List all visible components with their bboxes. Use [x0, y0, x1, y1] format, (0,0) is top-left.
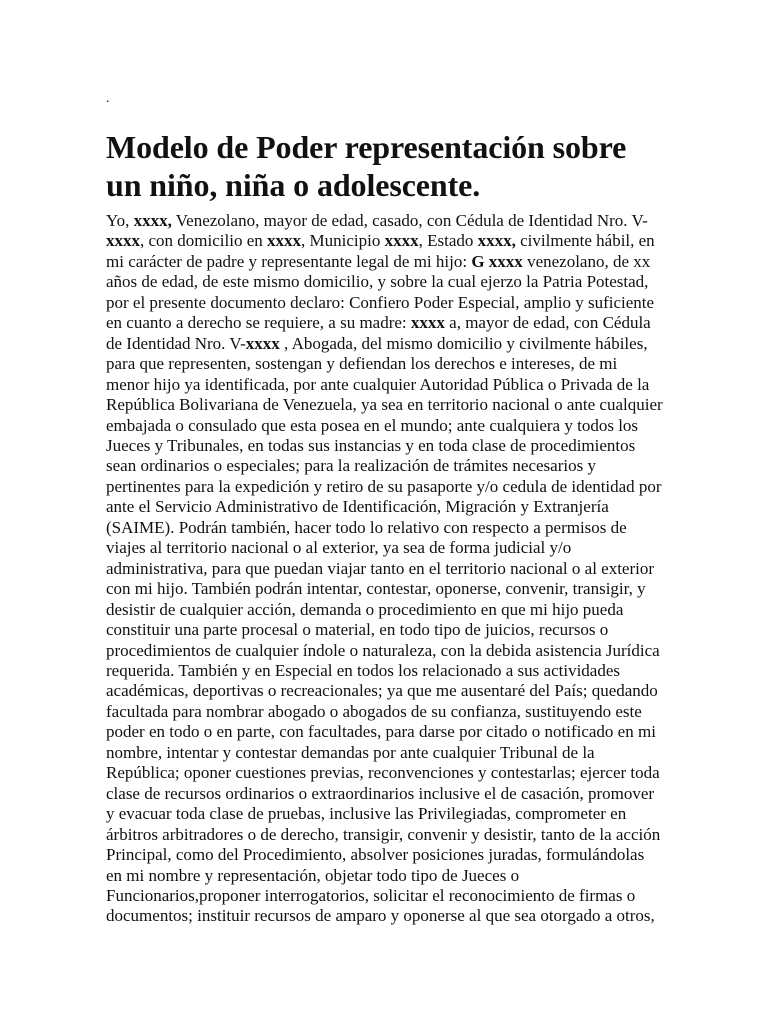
body-segment: Venezolano, mayor de edad, casado, con Cédula de Identidad Nro. V-	[171, 211, 648, 230]
body-segment: , Abogada, del mismo domicilio y civilmente hábiles, para que representen, sostengan y defiendan los derechos e intereses, de mi menor hijo ya identificada, por ante cualquier Autoridad Pública o Privada de la República Bolivariana de Venezuela, ya sea en territorio nacional o ante cualquier embajada o consulado que esta posea en el mundo; ante cualquiera y todos los Jueces y Tribunales, en todas sus instancias y en toda clase de procedimientos sean ordinarios o especiales; para la realización de trámites necesarios y pertinentes para la expedición y retiro de su pasaporte y/o cedula de identidad por ante el Servicio Administrativo de Identificación, Migración y Extranjería (SAIME). Podrán también, hacer todo lo relativo con respecto a permisos de viajes al territorio nacional o al exterior, ya sea de forma judicial y/o administrativa, para que puedan viajar tanto en el territorio nacional o al exterior con mi hijo. También podrán intentar, contestar, oponerse, convenir, transigir, y desistir de cualquier acción, demanda o procedimiento en que mi hijo pueda constituir una parte procesal o material, en todo tipo de juicios, recursos o procedimientos de cualquier índole o naturaleza, con la debida asistencia Jurídica requerida. También y en Especial en todos los relacionado a sus actividades académicas, deportivas o recreacionales; ya que me ausentaré del País; quedando facultada para nombrar abogado o abogados de su confianza, sustituyendo este poder en todo o en parte, con facultades, para darse por citado o notificado en mi nombre, intentar y contestar demandas por ante cualquier Tribunal de la República; oponer cuestiones previas, reconvenciones y contestarlas; ejercer toda clase de recursos ordinarios o extraordinarios inclusive el de casación, promover y evacuar toda clase de pruebas, inclusive las Privilegiadas, comprometer en árbitros arbitradores o de derecho, transigir, convenir y desistir, tanto de la acción Principal, como del Procedimiento, absolver posiciones juradas, formulándolas en mi nombre y representación, objetar todo tipo de Jueces o Funcionarios,proponer interrogatorios, solicitar el reconocimiento de firmas o documentos; instituir recursos de amparo y oponerse al que sea otorgado a otros,	[106, 333, 663, 926]
body-placeholder: xxxx	[384, 231, 419, 251]
document-title: Modelo de Poder representación sobre un niño, niña o adolescente.	[106, 129, 627, 203]
body-placeholder: xxxx	[410, 313, 445, 333]
body-placeholder: xxxx,	[133, 211, 172, 230]
body-segment: civilmente hábil, en mi carácter de padre y representante legal de mi hijo:	[106, 231, 655, 271]
body-segment: Yo,	[106, 211, 134, 230]
body-placeholder: xxxx	[245, 333, 280, 353]
body-placeholder: xxxx,	[477, 231, 516, 251]
body-segment: venezolano, de xx años de edad, de este mismo domicilio, y sobre la cual ejerzo la Patria Potestad, por el presente documento declaro: Confiero Poder Especial, amplio y suficiente en cuanto a derecho se requiere, a su madre:	[106, 251, 655, 333]
body-segment: a, mayor de edad, con Cédula de Identidad Nro. V-	[106, 313, 651, 353]
body-segment: , con domicilio en	[140, 231, 268, 251]
body-placeholder: xxxx	[267, 231, 302, 251]
body-segment: , Estado	[418, 231, 478, 251]
document-body	[106, 211, 664, 927]
body-placeholder: xxxx	[106, 231, 140, 251]
page-marker: .	[106, 91, 110, 106]
body-placeholder: G xxxx	[471, 251, 523, 271]
body-segment: , Municipio	[301, 231, 385, 251]
